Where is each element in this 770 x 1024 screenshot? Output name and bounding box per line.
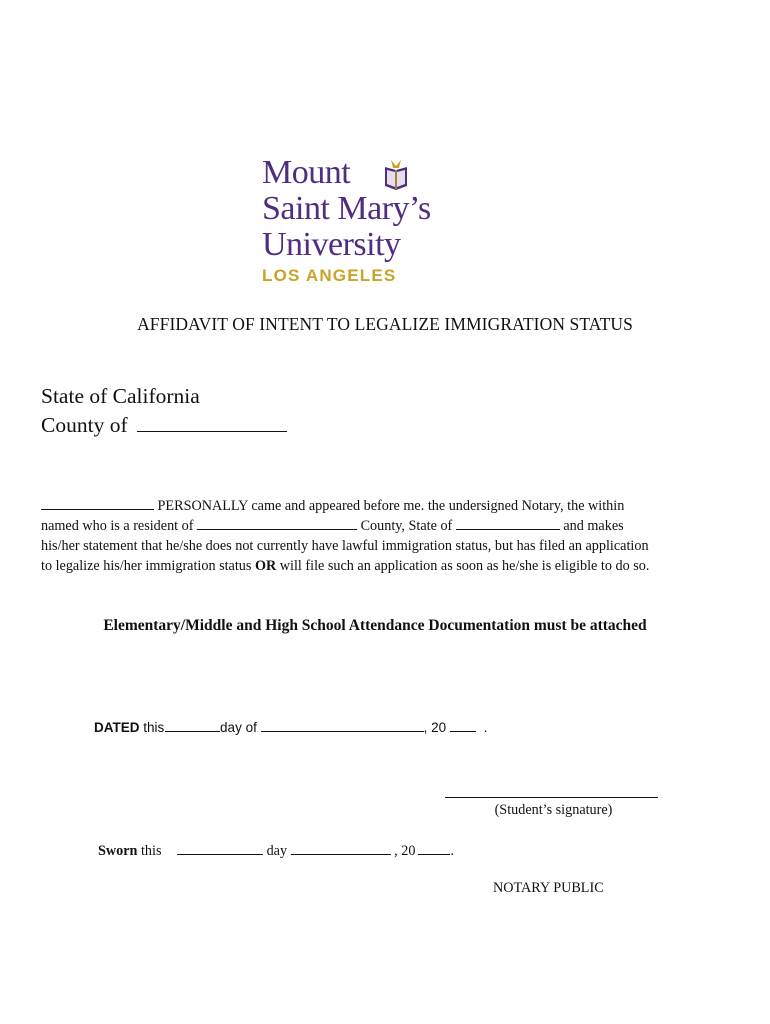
statement-line-3: his/her statement that he/she does not currently have lawful immigration status, but has filed an application [41,538,649,554]
sworn-day-blank[interactable] [177,842,263,855]
notary-public-label: NOTARY PUBLIC [493,880,604,896]
or-emphasis: OR [254,558,277,574]
dated-label: DATED [94,720,140,735]
logo-line-mount: Mount [262,154,351,191]
sworn-label: Sworn [98,843,138,859]
student-signature-line[interactable] [445,797,658,798]
document-title: AFFIDAVIT OF INTENT TO LEGALIZE IMMIGRATION STATUS [137,314,633,334]
logo-line-university: University [262,226,401,263]
venue-block [41,382,287,440]
book-shield-icon [379,158,413,192]
logo-line-saint-marys: Saint Mary’s [262,190,431,227]
student-signature-label: (Student’s signature) [494,802,613,818]
county-label: County of [41,413,128,437]
sworn-line: Sworn this day , 20 . [98,843,454,859]
statement-line-1: PERSONALLY came and appeared before me. the undersigned Notary, the within [41,496,701,516]
dated-month-blank[interactable] [261,721,424,732]
logo-line-los-angeles: LOS ANGELES [262,266,397,285]
county-line [41,411,287,440]
state-line: State of California [41,384,200,408]
sworn-month-blank[interactable] [291,842,391,855]
dated-day-blank[interactable] [165,721,220,732]
resident-state-blank[interactable] [456,517,560,530]
university-logo [262,156,472,288]
county-blank[interactable] [137,413,287,432]
resident-county-blank[interactable] [197,517,357,530]
attendance-note: Elementary/Middle and High School Attendance Documentation must be attached [103,617,647,634]
statement-line-4: to legalize his/her immigration status OR will file such an application as soon as he/she is eligible to do so. [41,558,650,574]
dated-year-blank[interactable] [450,721,476,732]
name-blank[interactable] [41,497,154,510]
dated-line: DATED this day of , 20 . [94,720,488,735]
statement-line-2: named who is a resident of County, State of and makes [41,518,624,534]
statement-paragraph [41,496,701,576]
sworn-year-blank[interactable] [418,842,450,855]
